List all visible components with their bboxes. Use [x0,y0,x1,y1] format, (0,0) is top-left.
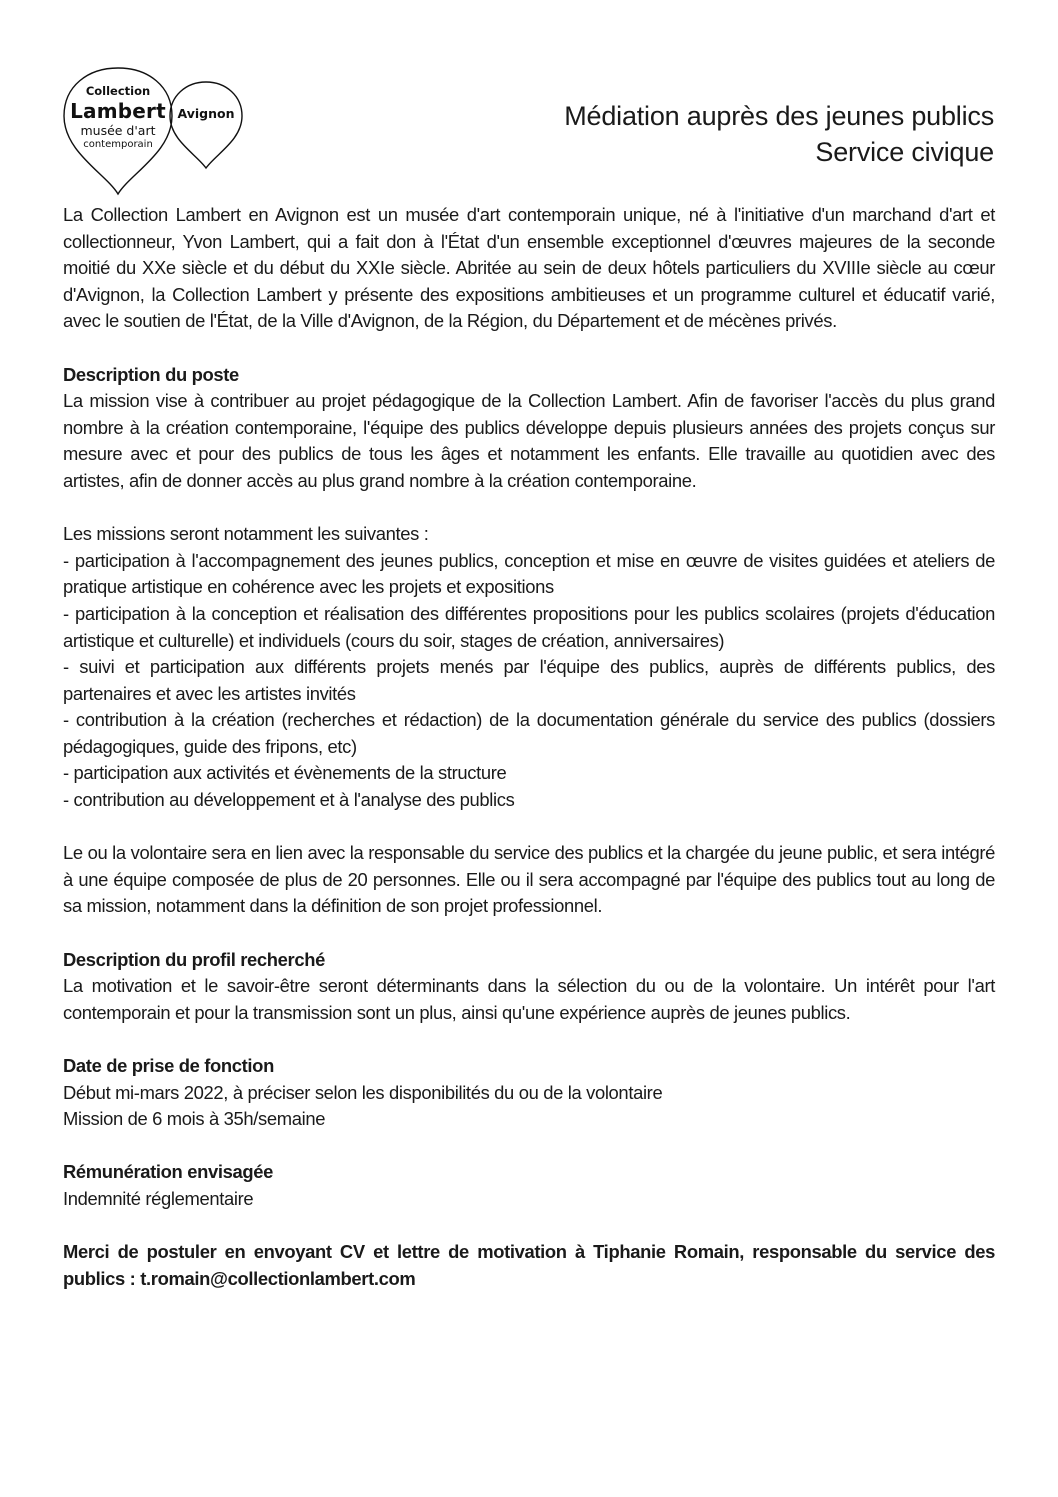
section-heading: Description du poste [63,363,239,385]
list-item: - participation à la conception et réalisation des différentes propositions pour les publics scolaires (projets d'éducation artistique et culturelle) et individuels (cours du soir, stages de création, anniversaires) [63,602,995,651]
section-description-poste [63,362,995,495]
section-heading: Description du profil recherché [63,948,326,970]
intro-paragraph: La Collection Lambert en Avignon est un musée d'art contemporain unique, né à l'initiative d'un marchand d'art et collectionneur, Yvon Lambert, qui a fait don à l'État d'un ensemble exceptionnel d'œuvres majeures de la seconde moitié du XXe siècle et du début du XXIe siècle. Abritée au sein de deux hôtels particuliers du XVIIIe siècle au cœur d'Avignon, la Collection Lambert y présente des expositions ambitieuses et un programme culturel et éducatif varié, avec le soutien de l'État, de la Ville d'Avignon, de la Région, du Département et de mécènes privés. [63,204,995,332]
title-line-1: Médiation auprès des jeunes publics [564,101,994,131]
logo-collection-text: Collection [85,84,151,98]
contact-text: Merci de postuler en envoyant CV et lettre de motivation à Tiphanie Romain, responsable du service des publics : [63,1241,995,1289]
logo-musee-text: musée d'art [80,123,156,138]
list-item: - contribution au développement et à l'analyse des publics [63,789,515,811]
section-text: La motivation et le savoir-être seront déterminants dans la sélection du ou de la volontaire. Un intérêt pour l'art contemporain et pour la transmission sont un plus, ainsi qu'une expérience auprès de jeunes publics. [63,975,995,1023]
section-heading: Rémunération envisagée [63,1161,273,1183]
mission-duration: Mission de 6 mois à 35h/semaine [63,1108,326,1130]
section-text: La mission vise à contribuer au projet pédagogique de la Collection Lambert. Afin de favoriser l'accès du plus grand nombre à la création contemporaine, l'équipe des publics développe depuis plusieurs années des projets conçus sur mesure avec et pour des publics de tous les âges et notamment les enfants. Elle travaille au quotidien avec des artistes, afin de donner accès au plus grand nombre à la création contemporaine. [63,390,995,491]
title-line-2: Service civique [815,137,994,167]
list-item: - participation aux activités et évènements de la structure [63,762,507,784]
document-body [63,202,995,1319]
contact-email-link[interactable]: t.romain@collectionlambert.com [140,1267,416,1289]
logo-city-text: Avignon [177,106,235,121]
logo-contemporain-text: contemporain [83,139,153,150]
section-date [63,1053,995,1133]
contact-paragraph [63,1239,995,1292]
list-item: - participation à l'accompagnement des jeunes publics, conception et mise en œuvre de visites guidées et ateliers de pratique artistique en cohérence avec les projets et expositions [63,549,995,598]
section-heading: Date de prise de fonction [63,1055,274,1076]
section-profil [63,947,995,1027]
logo-lambert-text: Lambert [70,99,166,123]
encadrement-paragraph: Le ou la volontaire sera en lien avec la responsable du service des publics et la chargée du jeune public, et sera intégré à une équipe composée de plus de 20 personnes. Elle ou il sera accompagné par l'équipe des publics tout au long de sa mission, notamment dans la définition de son projet professionnel. [63,842,995,917]
missions-intro: Les missions seront notamment les suivantes : [63,523,429,545]
section-remuneration [63,1159,995,1212]
remuneration-text: Indemnité réglementaire [63,1187,254,1209]
page-title [564,98,994,170]
date-start: Début mi-mars 2022, à préciser selon les disponibilités du ou de la volontaire [63,1081,663,1103]
collection-lambert-logo [58,64,258,204]
list-item: - suivi et participation aux différents projets menés par l'équipe des publics, auprès de différents publics, des partenaires et avec les artistes invités [63,656,995,704]
list-item: - contribution à la création (recherches et rédaction) de la documentation générale du service des publics (dossiers pédagogiques, guide des fripons, etc) [63,709,995,757]
section-missions [63,521,995,814]
